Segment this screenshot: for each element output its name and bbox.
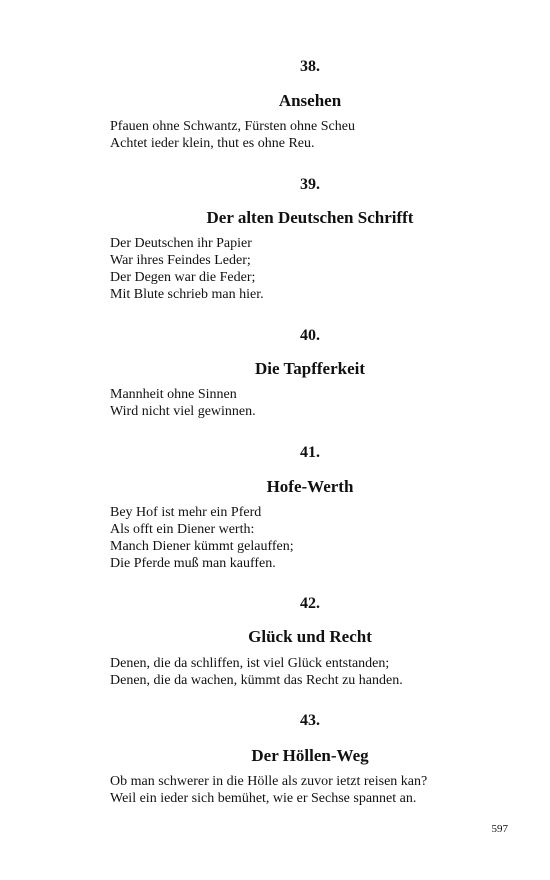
poem-line: Mit Blute schrieb man hier. — [110, 287, 264, 302]
poem-lines — [110, 504, 510, 572]
poem-line: Achtet ieder klein, thut es ohne Reu. — [110, 136, 315, 151]
poem-number: 42. — [300, 595, 320, 612]
poem-title: Glück und Recht — [248, 627, 372, 646]
poem-number: 38. — [300, 58, 320, 75]
poem-number: 39. — [300, 176, 320, 193]
poem-line: Die Pferde muß man kauffen. — [110, 556, 276, 571]
poem-line: Als offt ein Diener werth: — [110, 522, 255, 537]
poem-lines — [110, 773, 510, 807]
poem-line: Denen, die da schliffen, ist viel Glück entstanden; — [110, 656, 390, 671]
poem-lines — [110, 655, 510, 689]
poem-line: Bey Hof ist mehr ein Pferd — [110, 505, 262, 520]
poem-title: Hofe-Werth — [266, 477, 354, 496]
poem-title: Der alten Deutschen Schrifft — [206, 208, 414, 227]
poem-number: 40. — [300, 327, 320, 344]
poem-line: Denen, die da wachen, kümmt das Recht zu handen. — [110, 673, 403, 688]
poem-lines — [110, 118, 510, 152]
page-number: 597 — [491, 823, 508, 835]
poem-line: Pfauen ohne Schwantz, Fürsten ohne Scheu — [110, 119, 355, 134]
poem-line: Der Degen war die Feder; — [110, 270, 256, 285]
poem-title: Ansehen — [278, 91, 342, 110]
poem-line: Der Deutschen ihr Papier — [110, 236, 252, 251]
poem-number: 43. — [300, 712, 320, 729]
poem-line: Weil ein ieder sich bemühet, wie er Sechse spannet an. — [110, 791, 417, 806]
poem-lines — [110, 235, 510, 303]
poem-line: War ihres Feindes Leder; — [110, 253, 251, 268]
poem-number: 41. — [300, 444, 320, 461]
poem-line: Manch Diener kümmt gelauffen; — [110, 539, 294, 554]
poem-line: Wird nicht viel gewinnen. — [110, 404, 256, 419]
poem-title: Der Höllen-Weg — [251, 746, 369, 765]
poem-line: Mannheit ohne Sinnen — [110, 387, 237, 402]
poem-title: Die Tapfferkeit — [254, 359, 366, 378]
poem-line: Ob man schwerer in die Hölle als zuvor ietzt reisen kan? — [110, 774, 428, 789]
poem-lines — [110, 386, 510, 420]
